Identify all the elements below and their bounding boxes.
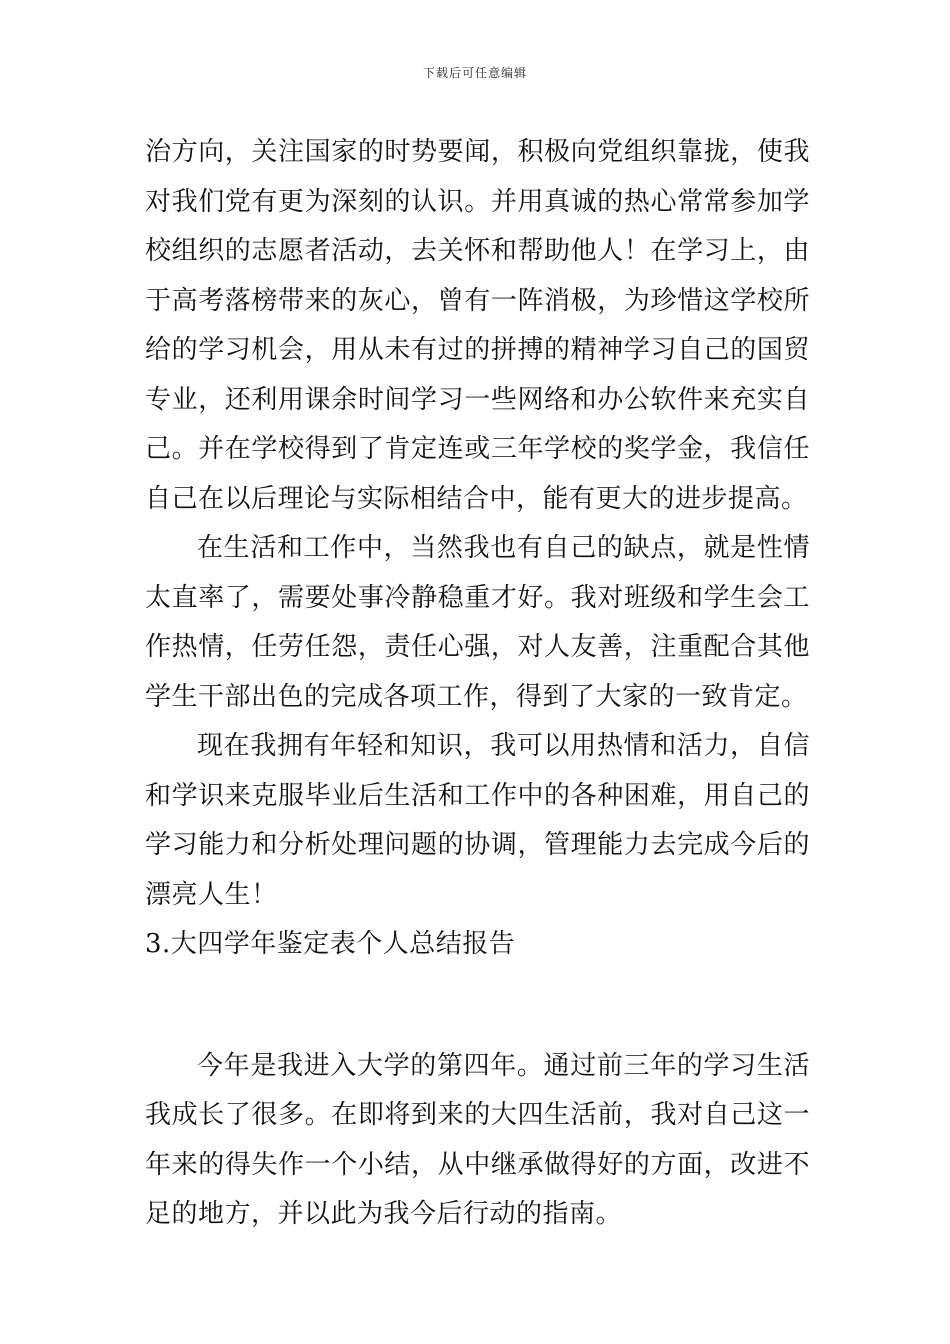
section-heading: 3.大四学年鉴定表个人总结报告	[145, 929, 516, 959]
document-body	[145, 128, 810, 1240]
paragraph-senior-year-intro: 今年是我进入大学的第四年。通过前三年的学习生活我成长了很多。在即将到来的大四生活前，我对自己这一年来的得失作一个小结，从中继承做得好的方面，改进不足的地方，并以此为我今后行动的指南。	[145, 1050, 810, 1229]
paragraph-shortcomings: 在生活和工作中，当然我也有自己的缺点，就是性情太直率了，需要处事冷静稳重才好。我对班级和学生会工作热情，任劳任怨，责任心强，对人友善，注重配合其他学生干部出色的完成各项工作，得到了大家的一致肯定。	[145, 533, 810, 712]
section-spacer	[145, 970, 810, 1042]
paragraph-continuation: 治方向，关注国家的时势要闻，积极向党组织靠拢，使我对我们党有更为深刻的认识。并用真诚的热心常常参加学校组织的志愿者活动，去关怀和帮助他人！在学习上，由于高考落榜带来的灰心，曾有一阵消极，为珍惜这学校所给的学习机会，用从未有过的拼搏的精神学习自己的国贸专业，还利用课余时间学习一些网络和办公软件来充实自己。并在学校得到了肯定连或三年学校的奖学金，我信任自己在以后理论与实际相结合中，能有更大的进步提高。	[145, 137, 810, 514]
paragraph-outlook: 现在我拥有年轻和知识，我可以用热情和活力，自信和学识来克服毕业后生活和工作中的各种困难，用自己的学习能力和分析处理问题的协调，管理能力去完成今后的漂亮人生！	[145, 731, 810, 910]
header-note: 下载后可任意编辑	[422, 66, 527, 80]
